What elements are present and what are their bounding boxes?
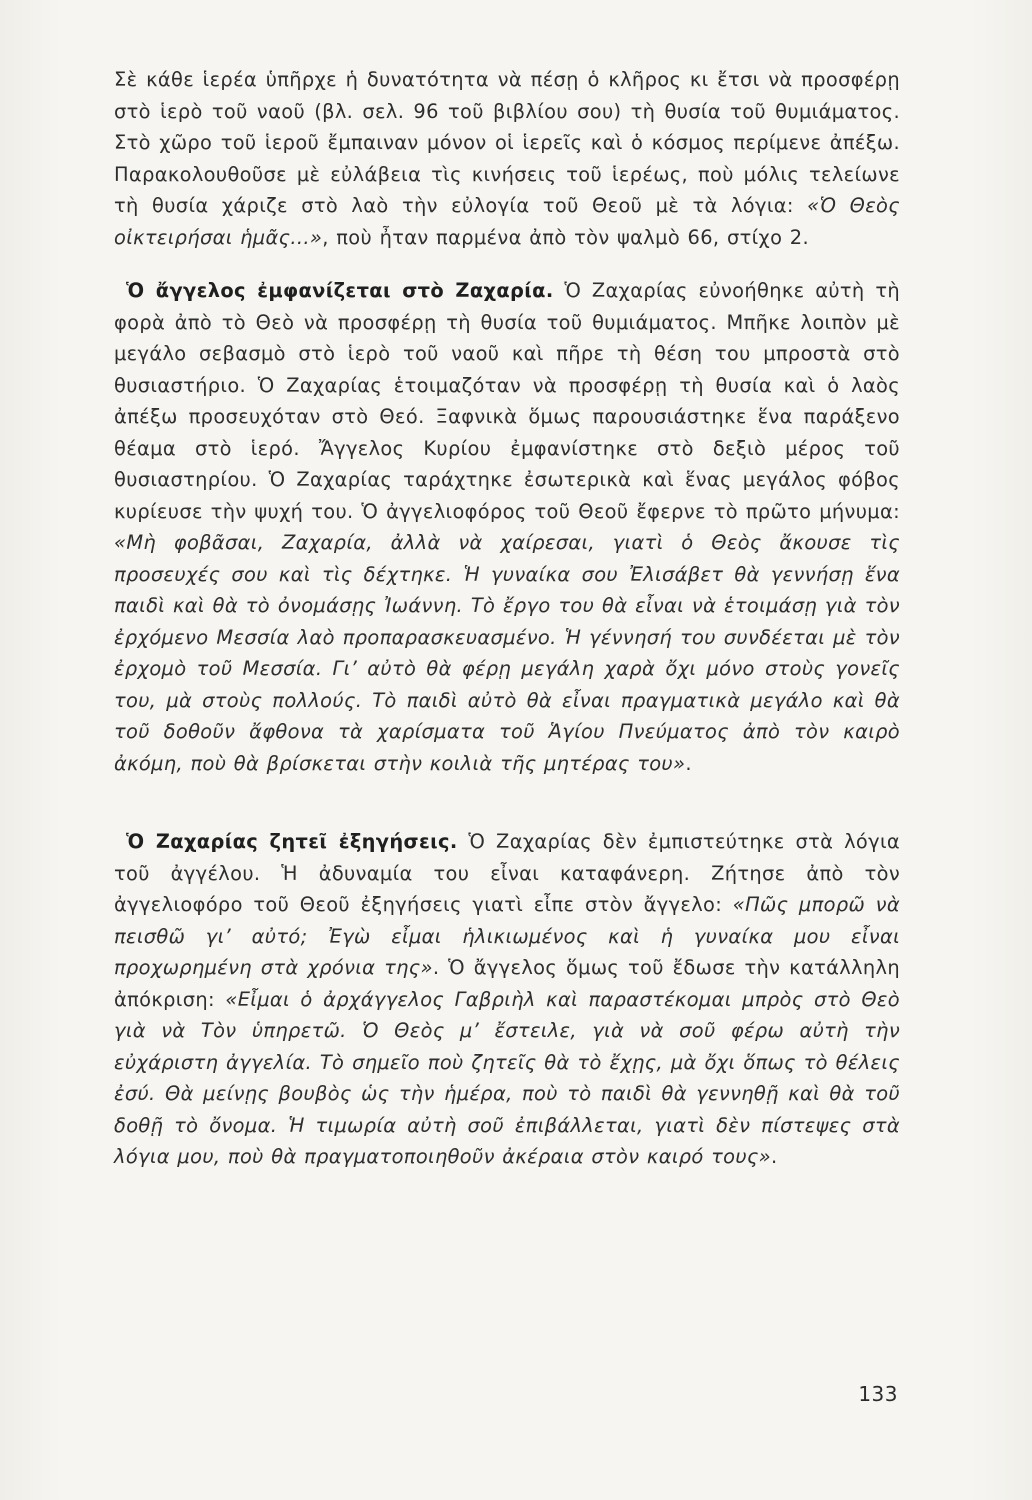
paragraph-text: Ὁ Ζαχαρίας δὲν ἐμπιστεύτηκε στὰ λόγια τοῦ ἀγγέλου. Ἡ ἀδυναμία του εἶναι καταφάνερη. Ζήτησε ἀπὸ τὸν ἀγγελιοφόρο τοῦ Θεοῦ ἐξηγήσεις γιατὶ εἶπε στὸν ἄγγελο:: [114, 830, 900, 916]
section-heading: Ὁ Ζαχαρίας ζητεῖ ἐξηγήσεις.: [126, 830, 458, 853]
paragraph-zacharias-asks: [114, 826, 900, 1173]
section-heading: Ὁ ἄγγελος ἐμφανίζεται στὸ Ζαχαρία.: [126, 279, 554, 302]
paragraph-text-end: .: [771, 1145, 778, 1168]
paragraph-spacer: [114, 779, 900, 826]
page-number: 133: [858, 1382, 898, 1406]
paragraph-spacer: [114, 253, 900, 275]
quoted-text: «Εἶμαι ὁ ἀρχάγγελος Γαβριὴλ καὶ παραστέκομαι μπρὸς στὸ Θεὸ γιὰ νὰ Τὸν ὑπηρετῶ. Ὁ Θεὸς μ’ ἔστειλε, γιὰ νὰ σοῦ φέρω αὐτὴ τὴν εὐχάριστη ἀγγελία. Τὸ σημεῖο ποὺ ζητεῖς θὰ τὸ ἔχῃς, μὰ ὄχι ὅπως τὸ θέλεις ἐσύ. Θὰ μείνῃς βουβὸς ὡς τὴν ἡμέρα, ποὺ τὸ παιδὶ θὰ γεννηθῇ καὶ θὰ τοῦ δοθῇ τὸ ὄνομα. Ἡ τιμωρία αὐτὴ σοῦ ἐπιβάλλεται, γιατὶ δὲν πίστεψες στὰ λόγια μου, ποὺ θὰ πραγματοποιηθοῦν ἀκέραια στὸν καιρό τους»: [114, 987, 900, 1168]
quoted-text: «Ὁ Θεὸς οἰκτειρήσαι ἡμᾶς...»: [114, 194, 901, 249]
body-text: [114, 64, 900, 1173]
paragraph-angel-appears: [114, 275, 900, 779]
paragraph-intro: [114, 64, 900, 253]
paragraph-text-middle: . Ὁ ἄγγελος ὅμως τοῦ ἔδωσε τὴν κατάλληλη ἀπόκριση:: [114, 956, 900, 1011]
quoted-text: «Μὴ φοβᾶσαι, Ζαχαρία, ἀλλὰ νὰ χαίρεσαι, γιατὶ ὁ Θεὸς ἄκουσε τὶς προσευχές σου καὶ τὶς δέχτηκε. Ἡ γυναίκα σου Ἐλισάβετ θὰ γεννήσῃ ἕνα παιδὶ καὶ θὰ τὸ ὀνομάσῃς Ἰωάννη. Τὸ ἔργο του θὰ εἶναι νὰ ἑτοιμάσῃ γιὰ τὸν ἐρχόμενο Μεσσία λαὸ προπαρασκευασμένο. Ἡ γέννησή του συνδέεται μὲ τὸν ἐρχομὸ τοῦ Μεσσία. Γι’ αὐτὸ θὰ φέρῃ μεγάλη χαρὰ ὄχι μόνο στοὺς γονεῖς του, μὰ στοὺς πολλούς. Τὸ παιδὶ αὐτὸ θὰ εἶναι πραγματικὰ μεγάλο καὶ θὰ τοῦ δοθοῦν ἄφθονα τὰ χαρίσματα τοῦ Ἁγίου Πνεύματος ἀπὸ τὸν καιρὸ ἀκόμη, ποὺ θὰ βρίσκεται στὴν κοιλιὰ τῆς μητέρας του»: [114, 531, 900, 775]
paragraph-text: Ὁ Ζαχαρίας εὐνοήθηκε αὐτὴ τὴ φορὰ ἀπὸ τὸ Θεὸ νὰ προσφέρῃ τὴ θυσία τοῦ θυμιάματος. Μπῆκε λοιπὸν μὲ μεγάλο σεβασμὸ στὸ ἱερὸ τοῦ ναοῦ καὶ πῆρε τὴ θέση του μπροστὰ στὸ θυσιαστήριο. Ὁ Ζαχαρίας ἑτοιμαζόταν νὰ προσφέρῃ τὴ θυσία καὶ ὁ λαὸς ἀπέξω προσευχόταν στὸ Θεό. Ξαφνικὰ ὅμως παρουσιάστηκε ἕνα παράξενο θέαμα στὸ ἱερό. Ἄγγελος Κυρίου ἐμφανίστηκε στὸ δεξιὸ μέρος τοῦ θυσιαστηρίου. Ὁ Ζαχαρίας ταράχτηκε ἐσωτερικὰ καὶ ἕνας μεγάλος φόβος κυρίευσε τὴν ψυχή του. Ὁ ἀγγελιοφόρος τοῦ Θεοῦ ἔφερνε τὸ πρῶτο μήνυμα:: [114, 279, 900, 523]
quoted-text: «Πῶς μπορῶ νὰ πεισθῶ γι’ αὐτό; Ἐγὼ εἶμαι ἡλικιωμένος καὶ ἡ γυναίκα μου εἶναι προχωρημένη στὰ χρόνια της»: [114, 893, 900, 979]
paragraph-text-end: , ποὺ ἦταν παρμένα ἀπὸ τὸν ψαλμὸ 66, στίχο 2.: [322, 225, 810, 249]
paragraph-text-end: .: [685, 751, 692, 775]
paragraph-text: Σὲ κάθε ἱερέα ὑπῆρχε ἡ δυνατότητα νὰ πέσῃ ὁ κλῆρος κι ἔτσι νὰ προσφέρῃ στὸ ἱερὸ τοῦ ναοῦ (βλ. σελ. 96 τοῦ βιβλίου σου) τὴ θυσία τοῦ θυμιάματος. Στὸ χῶρο τοῦ ἱεροῦ ἔμπαιναν μόνον οἱ ἱερεῖς καὶ ὁ κόσμος περίμενε ἀπέξω. Παρακολουθοῦσε μὲ εὐλάβεια τὶς κινήσεις τοῦ ἱερέως, ποὺ μόλις τελείωνε τὴ θυσία χάριζε στὸ λαὸ τὴν εὐλογία τοῦ Θεοῦ μὲ τὰ λόγια:: [114, 68, 900, 217]
